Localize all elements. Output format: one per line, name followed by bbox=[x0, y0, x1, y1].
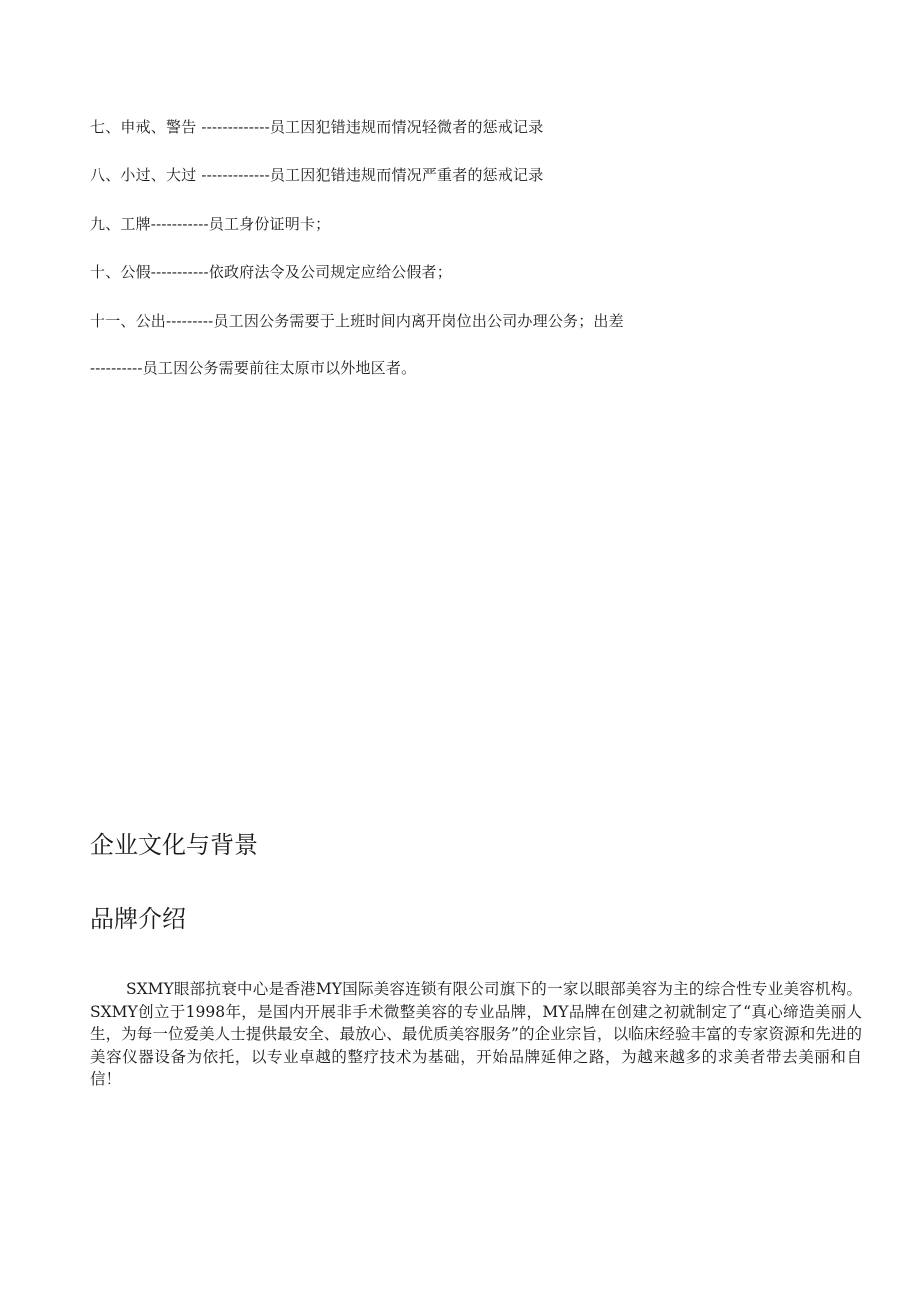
definition-item-7: 七、申戒、警告 -------------员工因犯错违规而情况轻微者的惩戒记录 bbox=[90, 118, 544, 136]
brand-intro-paragraph: SXMY眼部抗衰中心是香港MY国际美容连锁有限公司旗下的一家以眼部美容为主的综合性专业美容机构。SXMY创立于1998年，是国内开展非手术微整美容的专业品牌，MY品牌在创建之初就制定了“真心缔造美丽人生，为每一位爱美人士提供最安全、最放心、最优质美容服务”的企业宗旨，以临床经验丰富的专家资源和先进的美容仪器设备为依托，以专业卓越的整疗技术为基础，开始品牌延伸之路，为越来越多的求美者带去美丽和自信！ bbox=[90, 980, 862, 1088]
definition-item-11: 十一、公出---------员工因公务需要于上班时间内离开岗位出公司办理公务；出差 bbox=[90, 312, 624, 330]
section-heading-culture: 企业文化与背景 bbox=[90, 831, 258, 859]
definition-item-10: 十、公假-----------依政府法令及公司规定应给公假者； bbox=[90, 263, 452, 281]
section-heading-brand: 品牌介绍 bbox=[90, 905, 186, 933]
definition-item-9: 九、工牌-----------员工身份证明卡； bbox=[90, 215, 331, 233]
definition-item-8: 八、小过、大过 -------------员工因犯错违规而情况严重者的惩戒记录 bbox=[90, 166, 544, 184]
definition-item-11-continued: ----------员工因公务需要前往太原市以外地区者。 bbox=[90, 359, 417, 377]
